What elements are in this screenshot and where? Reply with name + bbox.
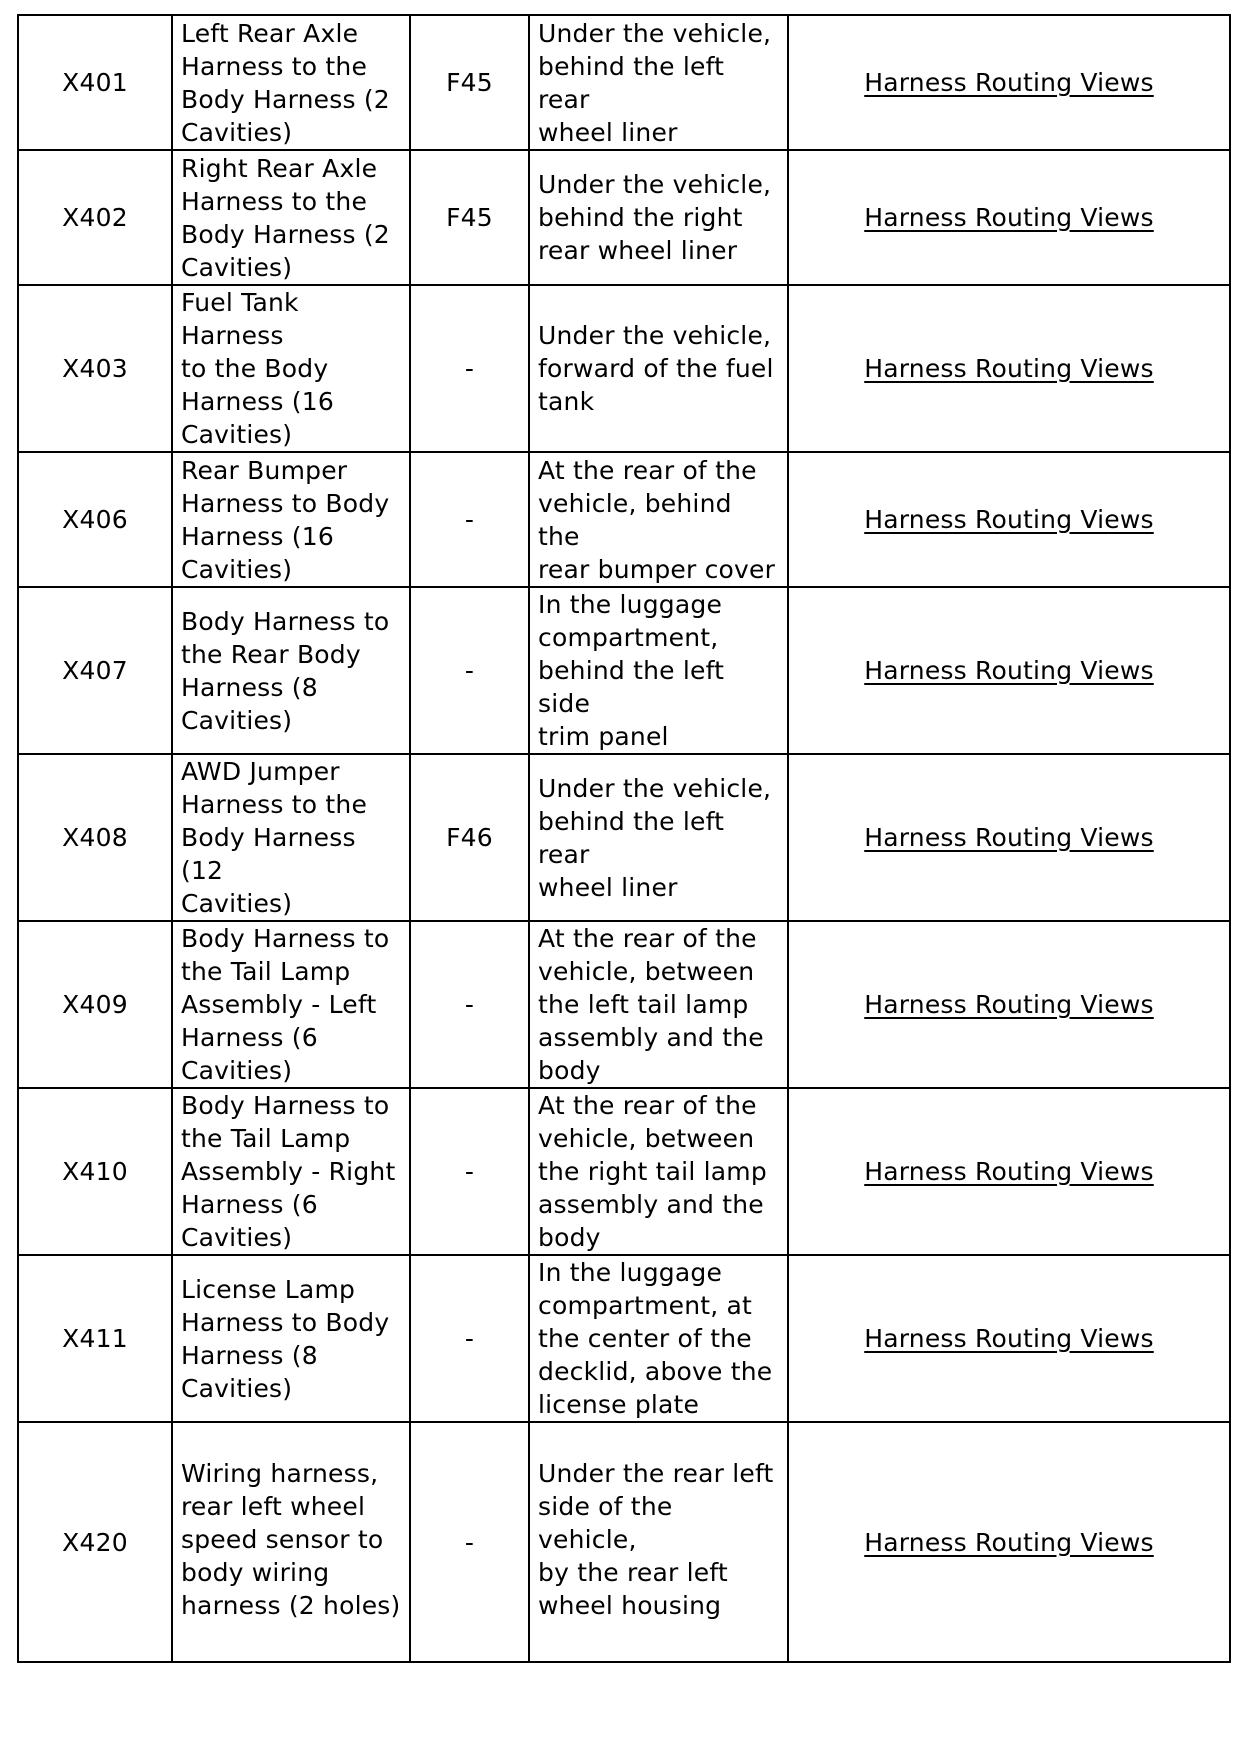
connector-location — [529, 921, 788, 1088]
connector-description — [172, 1255, 410, 1422]
harness-routing-views-link[interactable]: Harness Routing Views — [864, 354, 1154, 383]
description-line: Cavities) — [181, 889, 293, 918]
description-line: Harness to the — [181, 51, 368, 81]
description-line: AWD Jumper — [181, 757, 340, 786]
description-line: Cavities) — [181, 420, 293, 449]
description-line: Cavities) — [181, 705, 293, 735]
connector-location — [529, 1422, 788, 1662]
description-line: License Lamp — [181, 1274, 356, 1304]
connector-description — [172, 15, 410, 150]
connector-location — [529, 452, 788, 587]
description-line: Cavities) — [181, 1056, 293, 1085]
location-line: Under the vehicle, — [538, 321, 772, 350]
connector-location — [529, 1255, 788, 1422]
location-line: At the rear of the — [538, 455, 757, 485]
location-line: compartment, — [538, 623, 719, 652]
connector-description — [172, 1088, 410, 1255]
table-row — [18, 1255, 1230, 1422]
connector-location — [529, 285, 788, 452]
harness-routing-views-link[interactable]: Harness Routing Views — [864, 1527, 1154, 1557]
location-line: wheel housing — [538, 1591, 722, 1620]
connector-id: X420 — [18, 1422, 172, 1662]
description-line: Left Rear Axle — [181, 18, 359, 48]
table-row — [18, 1422, 1230, 1662]
location-line: Under the vehicle, — [538, 170, 772, 199]
description-line: Harness (6 — [181, 1190, 318, 1219]
location-line: wheel liner — [538, 117, 678, 147]
harness-routing-views-link[interactable]: Harness Routing Views — [864, 990, 1154, 1019]
location-line: vehicle, between — [538, 1124, 755, 1153]
location-line: behind the right — [538, 203, 743, 232]
table-row — [18, 452, 1230, 587]
location-line: Under the vehicle, — [538, 18, 772, 48]
connector-location — [529, 587, 788, 754]
table-row — [18, 587, 1230, 754]
routing-link-cell — [788, 921, 1230, 1088]
connector-id: X408 — [18, 754, 172, 921]
location-line: by the rear left — [538, 1558, 728, 1587]
location-line: license plate — [538, 1390, 700, 1419]
table-row — [18, 1088, 1230, 1255]
location-line: rear wheel liner — [538, 236, 738, 265]
description-line: Cavities) — [181, 117, 293, 147]
location-line: body — [538, 1056, 601, 1085]
description-line: Harness (8 — [181, 1340, 318, 1370]
location-line: behind the left rear — [538, 51, 725, 114]
description-line: Body Harness (2 — [181, 84, 390, 114]
location-line: body — [538, 1223, 601, 1252]
connector-id: X403 — [18, 285, 172, 452]
routing-link-cell — [788, 452, 1230, 587]
connector-id: X407 — [18, 587, 172, 754]
connector-description — [172, 150, 410, 285]
routing-link-cell — [788, 150, 1230, 285]
routing-link-cell — [788, 285, 1230, 452]
location-line: the center of the — [538, 1324, 752, 1353]
location-line: vehicle, between — [538, 957, 755, 986]
description-line: rear left wheel — [181, 1492, 366, 1521]
location-line: behind the left rear — [538, 806, 725, 869]
description-line: Harness to the — [181, 186, 368, 216]
fuse-cell: - — [410, 285, 529, 452]
description-line: Wiring harness, — [181, 1459, 379, 1488]
description-line: Body Harness (2 — [181, 219, 390, 249]
location-line: compartment, at — [538, 1291, 753, 1320]
fuse-cell: - — [410, 452, 529, 587]
connector-description — [172, 1422, 410, 1662]
fuse-cell: F46 — [410, 754, 529, 921]
location-line: assembly and the — [538, 1190, 764, 1219]
description-line: Body Harness to — [181, 924, 390, 953]
location-line: rear bumper cover — [538, 554, 776, 584]
harness-routing-views-link[interactable]: Harness Routing Views — [864, 68, 1154, 97]
harness-routing-views-link[interactable]: Harness Routing Views — [864, 505, 1154, 534]
fuse-cell: - — [410, 921, 529, 1088]
location-line: the left tail lamp — [538, 990, 749, 1019]
location-line: assembly and the — [538, 1023, 764, 1052]
location-line: wheel liner — [538, 872, 678, 902]
description-line: Cavities) — [181, 1223, 293, 1252]
routing-link-cell — [788, 15, 1230, 150]
connector-description — [172, 587, 410, 754]
fuse-cell: - — [410, 587, 529, 754]
fuse-cell: F45 — [410, 15, 529, 150]
connector-id: X401 — [18, 15, 172, 150]
location-line: the right tail lamp — [538, 1157, 767, 1186]
connector-id: X409 — [18, 921, 172, 1088]
connector-description — [172, 285, 410, 452]
description-line: the Tail Lamp — [181, 1124, 351, 1153]
description-line: Body Harness (12 — [181, 823, 356, 885]
location-line: decklid, above the — [538, 1357, 773, 1386]
fuse-cell: F45 — [410, 150, 529, 285]
description-line: Harness (16 — [181, 387, 334, 416]
connector-id: X406 — [18, 452, 172, 587]
harness-routing-views-link[interactable]: Harness Routing Views — [864, 656, 1154, 685]
connector-location — [529, 1088, 788, 1255]
harness-routing-views-link[interactable]: Harness Routing Views — [864, 1324, 1154, 1353]
connector-location — [529, 754, 788, 921]
location-line: In the luggage — [538, 1258, 723, 1287]
table-row — [18, 150, 1230, 285]
description-line: body wiring — [181, 1558, 330, 1587]
description-line: speed sensor to — [181, 1525, 384, 1554]
location-line: trim panel — [538, 722, 669, 751]
description-line: the Tail Lamp — [181, 957, 351, 986]
table-row — [18, 754, 1230, 921]
harness-routing-views-link[interactable]: Harness Routing Views — [864, 203, 1154, 232]
description-line: the Rear Body — [181, 639, 361, 669]
description-line: Harness (6 — [181, 1023, 318, 1052]
location-line: side of the vehicle, — [538, 1492, 673, 1554]
routing-link-cell — [788, 1422, 1230, 1662]
harness-routing-views-link[interactable]: Harness Routing Views — [864, 823, 1154, 852]
fuse-cell: - — [410, 1255, 529, 1422]
location-line: At the rear of the — [538, 1091, 757, 1120]
location-line: behind the left side — [538, 656, 725, 718]
location-line: vehicle, behind the — [538, 488, 732, 551]
connector-id: X410 — [18, 1088, 172, 1255]
description-line: Harness (8 — [181, 672, 318, 702]
connector-location — [529, 15, 788, 150]
location-line: Under the vehicle, — [538, 773, 772, 803]
description-line: Fuel Tank Harness — [181, 288, 299, 350]
harness-routing-views-link[interactable]: Harness Routing Views — [864, 1157, 1154, 1186]
connector-id: X402 — [18, 150, 172, 285]
connector-table — [17, 14, 1231, 1663]
connector-description — [172, 921, 410, 1088]
fuse-cell: - — [410, 1088, 529, 1255]
location-line: tank — [538, 387, 595, 416]
routing-link-cell — [788, 754, 1230, 921]
description-line: Harness to the — [181, 790, 368, 819]
location-line: forward of the fuel — [538, 354, 774, 383]
routing-link-cell — [788, 587, 1230, 754]
table-row — [18, 15, 1230, 150]
description-line: Right Rear Axle — [181, 153, 378, 183]
description-line: Assembly - Right — [181, 1157, 396, 1186]
table-row — [18, 921, 1230, 1088]
description-line: harness (2 holes) — [181, 1591, 401, 1620]
location-line: Under the rear left — [538, 1459, 774, 1488]
description-line: Body Harness to — [181, 1091, 390, 1120]
description-line: Harness to Body — [181, 488, 390, 518]
description-line: Harness to Body — [181, 1307, 390, 1337]
location-line: In the luggage — [538, 590, 723, 619]
description-line: Cavities) — [181, 1373, 293, 1403]
location-line: At the rear of the — [538, 924, 757, 953]
description-line: Harness (16 — [181, 521, 334, 551]
connector-id: X411 — [18, 1255, 172, 1422]
connector-description — [172, 754, 410, 921]
fuse-cell: - — [410, 1422, 529, 1662]
connector-table-body — [18, 15, 1230, 1662]
description-line: to the Body — [181, 354, 329, 383]
routing-link-cell — [788, 1255, 1230, 1422]
description-line: Rear Bumper — [181, 455, 348, 485]
description-line: Cavities) — [181, 252, 293, 282]
routing-link-cell — [788, 1088, 1230, 1255]
description-line: Cavities) — [181, 554, 293, 584]
description-line: Body Harness to — [181, 606, 390, 636]
description-line: Assembly - Left — [181, 990, 377, 1019]
connector-location — [529, 150, 788, 285]
table-row — [18, 285, 1230, 452]
connector-description — [172, 452, 410, 587]
